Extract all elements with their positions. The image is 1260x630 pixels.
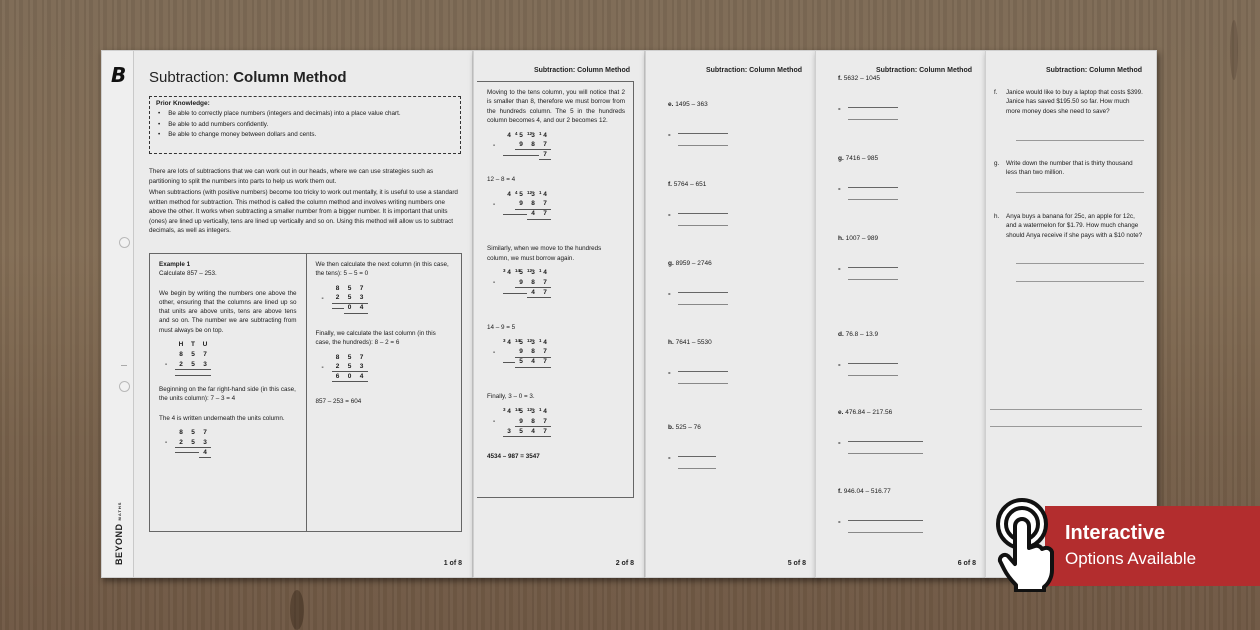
- word-question: h. Anya buys a banana for 25c, an apple for 12c, and a watermelon for $1.79. How much change should Anya receive if she pays with a $10 note?: [994, 213, 1143, 239]
- question: g. 8959 – 2746: [668, 260, 712, 267]
- answer-line[interactable]: [848, 199, 898, 200]
- step-text: Beginning on the far right-hand side (in this case, the units column): 7 – 3 = 4: [159, 386, 296, 403]
- question: e. 1495 – 363: [668, 101, 708, 108]
- running-head: Subtraction: Column Method: [705, 67, 802, 74]
- step-text: Similarly, when we move to the hundreds column, we must borrow again.: [487, 245, 602, 262]
- worksheet-page-1: [101, 50, 473, 578]
- answer-line[interactable]: [678, 133, 728, 134]
- answer-line[interactable]: [848, 107, 898, 108]
- prior-item: • Be able to correctly place numbers (integers and decimals) into a place value chart.: [158, 110, 454, 117]
- answer-line[interactable]: [1016, 140, 1144, 141]
- step-text: Moving to the tens column, you will notice that 2 is smaller than 8, therefore we must borrow from the hundreds column. The 5 in the hundreds column becomes 4, and our 2 becomes 12.: [487, 89, 625, 124]
- example-title: Example 1: [159, 261, 191, 268]
- answer-line[interactable]: [848, 267, 898, 268]
- prior-knowledge-heading: Prior Knowledge:: [156, 100, 210, 107]
- answer-line[interactable]: [848, 119, 898, 120]
- question: f. 5632 – 1045: [838, 75, 880, 82]
- example-right-column: [306, 254, 462, 531]
- prior-item: • Be able to add numbers confidently.: [158, 121, 454, 128]
- worksheet-page-6: Subtraction: Column Method f. 5632 – 1045 - g. 7416 – 985 - h. 1007 – 989 - d. 76.8 – 13.9 - e. 476.84 – 217.56 - f. 946.04 – 516.77 - 6 of 8: [815, 50, 987, 578]
- running-head: Subtraction: Column Method: [875, 67, 972, 74]
- beyond-logo: B: [111, 63, 127, 87]
- answer-line[interactable]: [990, 409, 1142, 410]
- wood-knot: [1230, 20, 1238, 80]
- page-number: 2 of 8: [615, 560, 634, 567]
- question: g. 7416 – 985: [838, 155, 879, 162]
- tap-hand-icon: [995, 498, 1057, 592]
- step-text: 12 – 8 = 4: [487, 176, 516, 184]
- fold-mark: [121, 365, 127, 366]
- worksheet-page-2: [473, 50, 645, 578]
- example-1-box: [149, 253, 462, 532]
- answer-line[interactable]: [678, 225, 728, 226]
- intro-text: [149, 167, 462, 238]
- page-title: Subtraction: Column Method: [149, 69, 347, 86]
- step-text: Finally, we calculate the last column (in this case, the hundreds): 8 – 2 = 6: [315, 329, 436, 346]
- answer-line[interactable]: [1016, 281, 1144, 282]
- answer-line[interactable]: [678, 383, 728, 384]
- running-head: Subtraction: Column Method: [533, 67, 630, 74]
- step-text: Finally, 3 – 0 = 3.: [487, 393, 535, 401]
- punch-hole: [119, 237, 130, 248]
- intro-paragraph: There are lots of subtractions that we can work out in our heads, where we can use strategies such as partitioning to split the numbers into parts to help us work them out.: [149, 168, 434, 185]
- step-text: 14 – 9 = 5: [487, 324, 516, 332]
- wood-knot: [290, 590, 304, 630]
- badge-subtitle: Options Available: [1065, 549, 1197, 568]
- step-text: We then calculate the next column (in this case, the tens): 5 – 5 = 0: [315, 261, 449, 278]
- page-number: 5 of 8: [787, 560, 806, 567]
- page-number: 6 of 8: [957, 560, 976, 567]
- interactive-options-badge[interactable]: [1045, 506, 1260, 586]
- answer-line[interactable]: [990, 426, 1142, 427]
- answer-line[interactable]: [848, 532, 923, 533]
- answer-line[interactable]: [848, 453, 923, 454]
- intro-paragraph: When subtractions (with positive numbers) become too tricky to work out mentally, it is useful to use a standard written method for subtraction. This method is called the column method and involves writing numbers one above the other. It works when subtracting a smaller number from a bigger number. It is important that units (ones) are lined up vertically, tens are lined up vertically and so on. Using this method will allow us to subtract decimals, as well as integers.: [149, 189, 458, 234]
- answer-line[interactable]: [1016, 192, 1144, 193]
- badge-title: Interactive: [1065, 522, 1166, 544]
- step-text: The 4 is written underneath the units column.: [159, 414, 285, 422]
- word-question: f. Janice would like to buy a laptop that costs $399. Janice has saved $195.50 so far. How much more money does she need to save?: [994, 89, 1143, 115]
- brand-wordmark: BEYONDMATHS: [114, 501, 124, 565]
- question: d. 76.8 – 13.9: [838, 331, 879, 338]
- answer-line[interactable]: [848, 375, 898, 376]
- answer-line[interactable]: [678, 213, 728, 214]
- column-calculation: 8 5 7 - 2 5 3 6 0 4: [322, 352, 453, 382]
- column-calculation: H T U 8 5 7 - 2 5 3: [165, 340, 297, 380]
- answer-line[interactable]: [848, 363, 898, 364]
- answer-line[interactable]: [678, 456, 716, 457]
- answer-line[interactable]: [678, 371, 728, 372]
- punch-hole: [119, 381, 130, 392]
- answer-line[interactable]: [848, 441, 923, 442]
- prior-knowledge-box: [149, 96, 461, 154]
- column-calculation: 3 4 14 5 12 3 1 4 - 9 8 7 3 5 4 7: [493, 407, 625, 437]
- answer-line[interactable]: [678, 145, 728, 146]
- question: b. 525 – 76: [668, 424, 701, 431]
- column-calculation: 8 5 7 - 2 5 3 4: [165, 428, 297, 458]
- answer-line[interactable]: [848, 279, 898, 280]
- example-left-column: [150, 254, 306, 531]
- answer-line[interactable]: [678, 468, 716, 469]
- column-calculation: 3 4 14 5 12 3 1 4 - 9 8 7 4 7: [493, 268, 625, 298]
- page-margin: [102, 51, 134, 577]
- column-calculation: 4 4 5 12 3 1 4 - 9 8 7 7: [493, 130, 625, 160]
- column-calculation: 3 4 14 5 12 3 1 4 - 9 8 7 5 4 7: [493, 337, 625, 367]
- question: h. 1007 – 989: [838, 235, 879, 242]
- column-calculation: 4 4 5 12 3 1 4 - 9 8 7 4 7: [493, 189, 625, 219]
- question: f. 946.04 – 516.77: [838, 488, 891, 495]
- word-question: g. Write down the number that is thirty thousand less than two million.: [994, 160, 1133, 177]
- step-text: We begin by writing the numbers one above the other, ensuring that the columns are lined up so that units are above units, tens are above tens and so on. The number we are subtracting from must always be on top.: [159, 289, 297, 334]
- page-number: 1 of 8: [443, 560, 462, 567]
- running-head: Subtraction: Column Method: [1045, 67, 1142, 74]
- question: f. 5764 – 651: [668, 181, 707, 188]
- column-calculation: 8 5 7 - 2 5 3 0 4: [322, 284, 453, 314]
- question: h. 7641 – 5530: [668, 339, 712, 346]
- example-conclusion: 857 – 253 = 604: [315, 398, 362, 406]
- answer-line[interactable]: [848, 187, 898, 188]
- answer-line[interactable]: [848, 520, 923, 521]
- example-conclusion: 4534 – 987 = 3547: [487, 452, 540, 460]
- worksheet-page-5: Subtraction: Column Method e. 1495 – 363 - f. 5764 – 651 - g. 8959 – 2746 - h. 7641 – 5530 - b. 525 – 76 - 5 of 8: [645, 50, 817, 578]
- answer-line[interactable]: [678, 292, 728, 293]
- answer-line[interactable]: [1016, 263, 1144, 264]
- question: e. 476.84 – 217.56: [838, 409, 893, 416]
- answer-line[interactable]: [678, 304, 728, 305]
- example-prompt: Calculate 857 – 253.: [159, 270, 217, 278]
- worked-example-continued: [477, 81, 634, 498]
- prior-item: • Be able to change money between dollars and cents.: [158, 131, 454, 138]
